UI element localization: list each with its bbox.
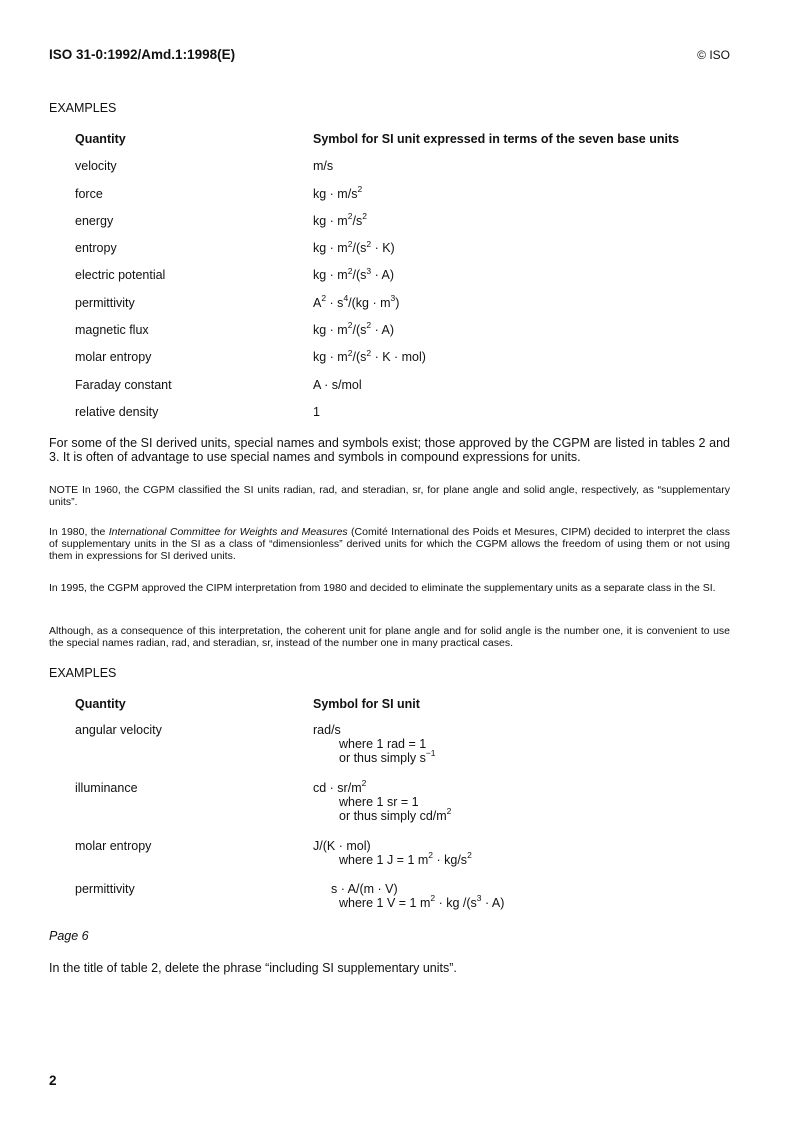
quantity-cell: energy: [75, 213, 114, 228]
document-id: ISO 31-0:1992/Amd.1:1998(E): [49, 47, 236, 62]
table-row: [75, 405, 679, 432]
quantity-cell: permittivity: [75, 295, 135, 310]
base-units-table: [75, 132, 679, 432]
symbol-cell: m/s: [313, 159, 334, 174]
paragraph-1995: In 1995, the CGPM approved the CIPM interpretation from 1980 and decided to eliminate the supplementary units as a separate class in the SI.: [49, 582, 716, 594]
table-row: [75, 214, 679, 241]
quantity-cell: permittivity: [75, 882, 135, 896]
symbol-cell: rad/s where 1 rad = 1 or thus simply $s^{-1}$: [313, 723, 436, 765]
quantity-header: Quantity: [75, 697, 126, 711]
quantity-cell: force: [75, 186, 103, 201]
paragraph-1980: In 1980, the International Committee for Weights and Measures (Comité International des Poids et Mesures, CIPM) decided to interpret the class of supplementary units in the SI as a class of “dimensionless” derived units for which the CGPM allows the freedom of using them or not using them in expressions for SI derived units.: [49, 526, 730, 562]
symbol-header: Symbol for SI unit: [313, 697, 420, 711]
table-row: [75, 159, 679, 186]
symbol-cell: s · A/(m · V) where 1 V = 1 $m^2$ · kg $/(s^3 \cdot A)$: [331, 882, 505, 910]
page-header: [49, 47, 730, 67]
quantity-cell: electric potential: [75, 268, 166, 283]
si-unit-table: [75, 697, 504, 910]
examples-label-1: EXAMPLES: [49, 101, 117, 115]
quantity-cell: entropy: [75, 241, 117, 256]
table-header-row: [75, 132, 679, 159]
note-1960: NOTE In 1960, the CGPM classified the SI units radian, rad, and steradian, sr, for plane angle and solid angle, respectively, as “supplementary units”.: [49, 484, 730, 508]
table-row: [75, 268, 679, 295]
symbol-cell: kg · $m^2/(s^2 \cdot K)$: [313, 238, 395, 256]
page-6-label: Page 6: [49, 929, 89, 943]
quantity-cell: molar entropy: [75, 839, 152, 853]
symbol-cell: kg · $m^2/s^2$: [313, 211, 367, 228]
quantity-cell: angular velocity: [75, 723, 162, 737]
quantity-header: Quantity: [75, 132, 126, 146]
symbol-cell: $A^2 \cdot s^4/(kg \cdot m^3)$: [313, 293, 400, 310]
symbol-cell: kg · $m^2/(s^3 \cdot A)$: [313, 265, 395, 283]
symbol-header: Symbol for SI unit expressed in terms of the seven base units: [313, 132, 680, 146]
table-header-row: [75, 697, 504, 723]
table-row: [75, 839, 504, 882]
table-row: [75, 882, 504, 910]
symbol-cell: kg · $m^2/(s^2 \cdot A)$: [313, 320, 395, 338]
symbol-cell: A · s/mol: [313, 377, 362, 392]
page-6-instruction: In the title of table 2, delete the phrase “including SI supplementary units”.: [49, 961, 457, 975]
quantity-cell: illuminance: [75, 781, 138, 795]
paragraph-consequence: Although, as a consequence of this interpretation, the coherent unit for plane angle and for solid angle is the number one, it is convenient to use the special names radian, rad, and steradian, sr, instead of the number one in many practical cases.: [49, 625, 730, 649]
table-row: [75, 296, 679, 323]
table-row: [75, 187, 679, 214]
table-row: [75, 241, 679, 268]
quantity-cell: magnetic flux: [75, 323, 149, 338]
table-row: [75, 323, 679, 350]
symbol-cell: 1: [313, 404, 320, 419]
table-row: [75, 723, 504, 781]
quantity-cell: molar entropy: [75, 350, 152, 365]
table-row: [75, 350, 679, 377]
paragraph-special-names: For some of the SI derived units, special names and symbols exist; those approved by the CGPM are listed in tables 2 and 3. It is often of advantage to use special names and symbols in compound expressions for units.: [49, 436, 730, 464]
symbol-cell: kg · $m/s^2$: [313, 183, 363, 201]
table-row: [75, 378, 679, 405]
examples-label-2: EXAMPLES: [49, 666, 117, 680]
copyright-notice: © ISO: [697, 48, 730, 62]
page-number: 2: [49, 1073, 57, 1088]
symbol-cell: cd · $sr/m^2$ where 1 sr = 1 or thus simply $cd/m^2$: [313, 778, 452, 823]
quantity-cell: velocity: [75, 159, 117, 174]
symbol-cell: kg · $m^2/(s^2 \cdot K \cdot mol)$: [313, 347, 426, 365]
quantity-cell: relative density: [75, 404, 159, 419]
quantity-cell: Faraday constant: [75, 377, 172, 392]
table-row: [75, 781, 504, 839]
symbol-cell: J/(K · mol) where 1 J = 1 $m^2 \cdot kg/s^2$: [313, 839, 472, 867]
